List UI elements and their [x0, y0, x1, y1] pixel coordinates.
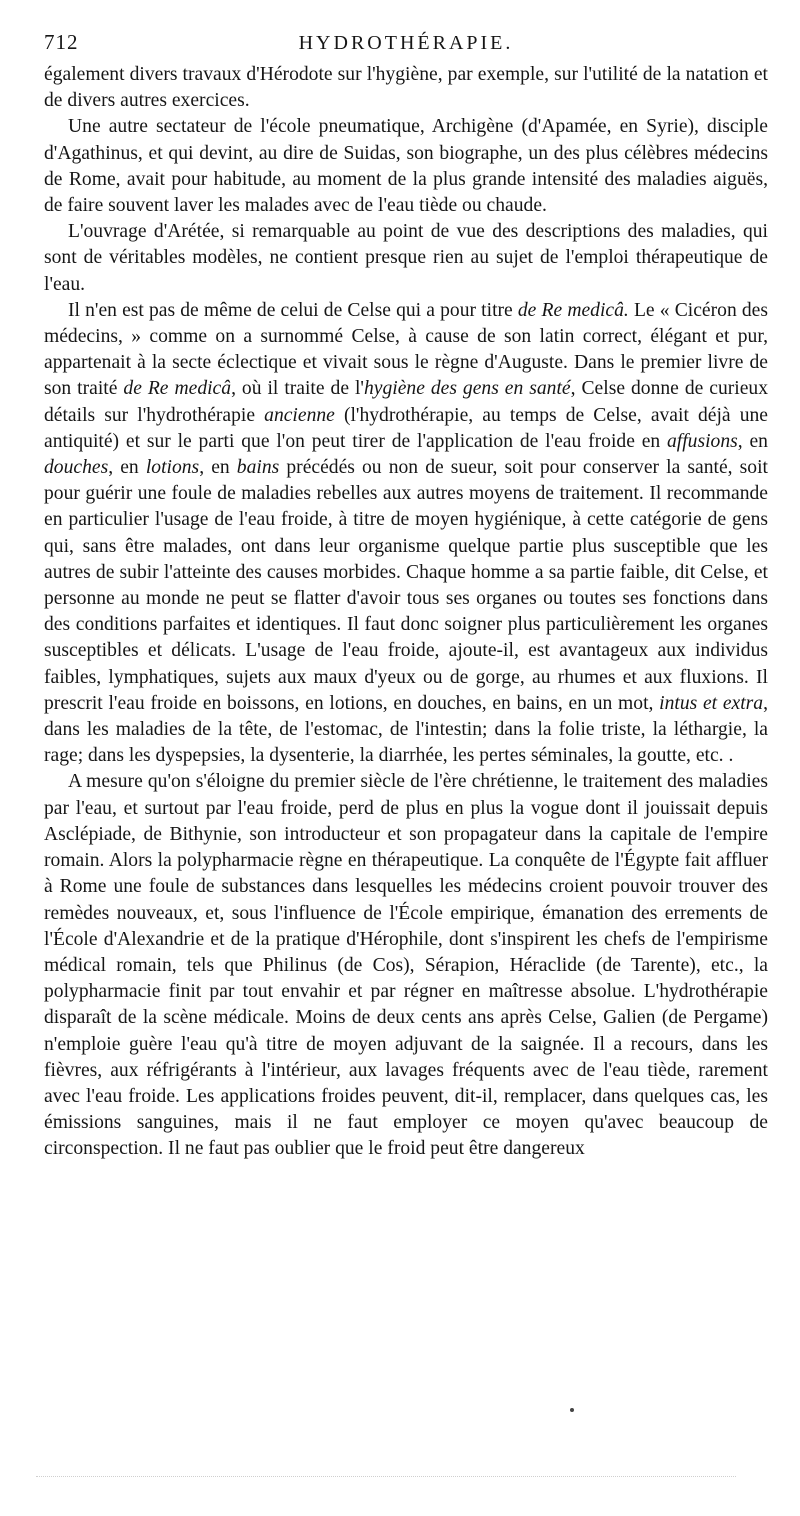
italic-text: ancienne: [264, 404, 335, 426]
paragraph-text: L'ouvrage d'Arétée, si remarquable au point de vue des descriptions des maladies, qui sont de véritables modèles, ne contient presque rien au sujet de l'emploi thérapeutique de l'eau.: [44, 221, 768, 295]
italic-text: affusions: [667, 430, 738, 452]
paragraph: [44, 219, 768, 298]
paragraph-text: , dans les maladies de la tête, de l'estomac, de l'intestin; dans la folie triste, la léthargie, la rage; dans les dyspepsies, la dysenterie, la diarrhée, les pertes séminales, la goutte, etc. .: [44, 692, 768, 767]
paragraph: [44, 62, 768, 114]
paragraph-text: , en: [108, 457, 146, 479]
paragraph-text: précédés ou non de sueur, soit pour conserver la santé, soit pour guérir une foule de maladies rebelles aux autres moyens de traitement. Il recommande en particulier l'usage de l'eau froide, à titre de moyen hygiénique, à cette catégorie de gens qui, sans être malades, ont dans leur organisme quelque partie plus susceptible que les autres de subir l'atteinte des causes morbides. Chaque homme a sa partie faible, dit Celse, et personne au monde ne peut se flatter d'avoir tous ses organes ou toutes ses fonctions dans des conditions parfaites et identiques. Il faut donc soigner plus particulièrement les organes susceptibles et délicats. L'usage de l'eau froide, ajoute-il, est avantageux aux individus faibles, lymphatiques, sujets aux maux d'yeux ou de gorge, au rhumes et aux fluxions. Il prescrit l'eau froide en boissons, en lotions, en douches, en bains, en un mot,: [44, 457, 768, 714]
faint-bottom-trace: [36, 1476, 736, 1477]
paragraph-text: Une autre sectateur de l'école pneumatique, Archigène (d'Apamée, en Syrie), disciple d'Agathinus, et qui devint, au dire de Suidas, son biographe, un des plus célèbres médecins de Rome, avait pour habitude, au moment de la plus grande intensité des maladies aiguës, de faire souvent laver les malades avec de l'eau tiède ou chaude.: [44, 116, 768, 217]
paragraph-text: , où il traite de l': [231, 378, 364, 400]
italic-text: lotions: [145, 457, 200, 479]
page-header: [44, 30, 768, 62]
body-text: [44, 62, 768, 1163]
paragraph-text: , Celse donne de curieux détails sur l'hydrothérapie: [44, 378, 769, 426]
paragraph-text: également divers travaux d'Hérodote sur l'hygiène, par exemple, sur l'utilité de la natation et de divers autres exercices.: [44, 64, 768, 112]
italic-text: intus et extra: [659, 692, 764, 714]
paragraph-text: A mesure qu'on s'éloigne du premier siècle de l'ère chrétienne, le traitement des maladies par l'eau, et surtout par l'eau froide, perd de plus en plus la vogue dont il jouissait depuis Asclépiade, de Bithynie, son introducteur et son propagateur dans la capitale de l'empire romain. Alors la polypharmacie règne en thérapeutique. La conquête de l'Égypte fait affluer à Rome une foule de substances dans lesquelles les médecins croient pouvoir trouver des remèdes nouveaux, et, sous l'influence de l'École empirique, émanation des errements de l'École d'Alexandrie et de la pratique d'Hérophile, dont s'inspirent les chefs de l'empirisme médical romain, tels que Philinus (de Cos), Sérapion, Héraclide (de Tarente), etc., la polypharmacie finit par tout envahir et par régner en maîtresse absolue. L'hydrothérapie disparaît de la scène médicale. Moins de deux cents ans après Celse, Galien (de Pergame) n'emploie guère l'eau qu'à titre de moyen adjuvant de la saignée. Il a recours, dans les fièvres, aux réfrigérants à l'intérieur, aux lavages fréquents avec de l'eau tiède, rarement avec l'eau froide. Les applications froides peuvent, dit-il, remplacer, dans quelques cas, les émissions sanguines, mais il ne faut employer ce moyen qu'avec beaucoup de circonspection. Il ne faut pas oublier que le froid peut être dangereux: [44, 771, 768, 1160]
paragraph: [44, 114, 768, 219]
paragraph-text: (l'hydrothérapie, au temps de Celse, avait déjà une antiquité) et sur le parti que l'on peut tirer de l'application de l'eau froide en: [44, 404, 768, 452]
paragraph-text: , en: [199, 457, 237, 479]
book-page: [44, 30, 768, 1163]
italic-text: bains: [236, 457, 280, 479]
page-number: 712: [44, 30, 79, 54]
paragraph-text: Le « Cicéron des médecins, » comme on a surnommé Celse, à cause de son latin correct, élégant et pur, appartenait à la secte éclectique et vivait sous le règne d'Auguste. Dans le premier livre de son traité: [44, 299, 768, 400]
running-title: HYDROTHÉRAPIE.: [298, 32, 514, 54]
italic-text: hygiène des gens en santé: [363, 378, 571, 400]
italic-text: douches: [44, 457, 109, 479]
italic-text: de Re medicâ.: [517, 299, 629, 321]
italic-text: de Re medicâ: [123, 378, 232, 400]
paragraph: [44, 769, 768, 1162]
paragraph-text: Il n'en est pas de même de celui de Celse qui a pour titre: [68, 299, 518, 321]
ink-speck: [570, 1408, 574, 1412]
paragraph: [44, 298, 768, 770]
paragraph-text: , en: [737, 430, 768, 452]
